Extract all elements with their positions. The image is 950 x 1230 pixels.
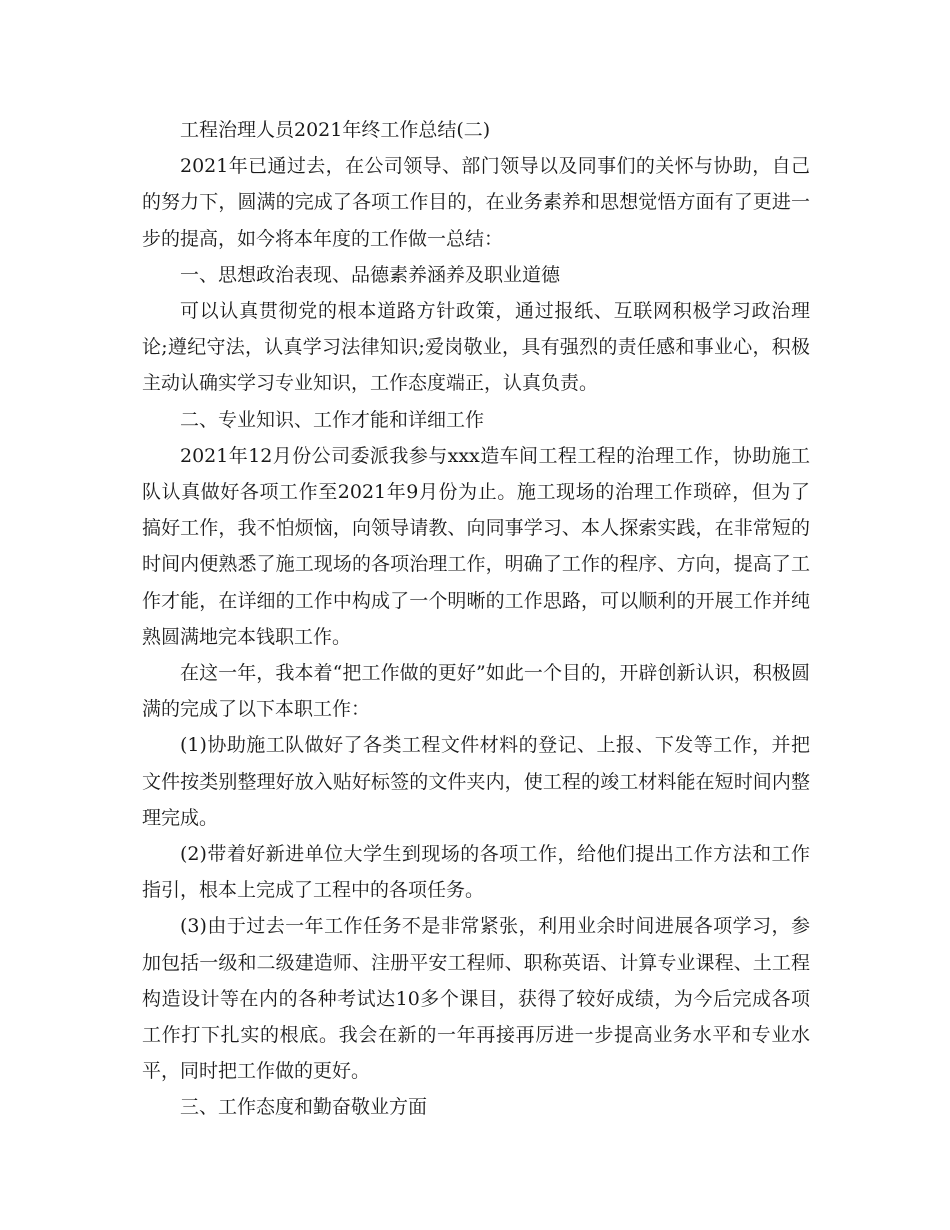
section-2-paragraph: 2021年12月份公司委派我参与xxx造车间工程工程的治理工作，协助施工队认真做好各项工作至2021年9月份为止。施工现场的治理工作琐碎，但为了搞好工作，我不怕烦恼，向领导请教、向同事学习、本人探索实践，在非常短的时间内便熟悉了施工现场的各项治理工作，明确了工作的程序、方向，提高了工作才能，在详细的工作中构成了一个明晰的工作思路，可以顺利的开展工作并纯熟圆满地完本钱职工作。 <box>142 444 810 648</box>
section-1-paragraph: 可以认真贯彻党的根本道路方针政策，通过报纸、互联网积极学习政治理论;遵纪守法，认真学习法律知识;爱岗敬业，具有强烈的责任感和事业心，积极主动认确实学习专业知识，工作态度端正，认真负责。 <box>142 300 810 395</box>
list-item-2: (2)带着好新进单位大学生到现场的各项工作，给他们提出工作方法和工作指引，根本上完成了工程中的各项任务。 <box>142 843 810 902</box>
list-item-1: (1)协助施工队做好了各类工程文件材料的登记、上报、下发等工作，并把文件按类别整理好放入贴好标签的文件夹内，使工程的竣工材料能在短时间内整理完成。 <box>142 734 810 829</box>
section-heading-1: 一、思想政治表现、品德素养涵养及职业道德 <box>180 263 561 286</box>
document-title: 工程治理人员2021年终工作总结(二) <box>180 119 491 141</box>
intro-paragraph: 2021年已通过去，在公司领导、部门领导以及同事们的关怀与协助，自己的努力下，圆满的完成了各项工作目的，在业务素养和思想觉悟方面有了更进一步的提高，如今将本年度的工作做一总结： <box>142 155 810 250</box>
section-2-paragraph: 在这一年，我本着“把工作做的更好”如此一个目的，开辟创新认识，积极圆满的完成了以下本职工作： <box>142 662 810 721</box>
section-heading-2: 二、专业知识、工作才能和详细工作 <box>180 408 485 431</box>
document-body <box>142 112 810 1126</box>
section-heading-3: 三、工作态度和勤奋敬业方面 <box>180 1096 428 1119</box>
list-item-3: (3)由于过去一年工作任务不是非常紧张，利用业余时间进展各项学习，参加包括一级和二级建造师、注册平安工程师、职称英语、计算专业课程、土工程构造设计等在内的各种考试达10多个课目，获得了较好成绩，为今后完成各项工作打下扎实的根底。我会在新的一年再接再厉进一步提高业务水平和专业水平，同时把工作做的更好。 <box>142 915 810 1083</box>
